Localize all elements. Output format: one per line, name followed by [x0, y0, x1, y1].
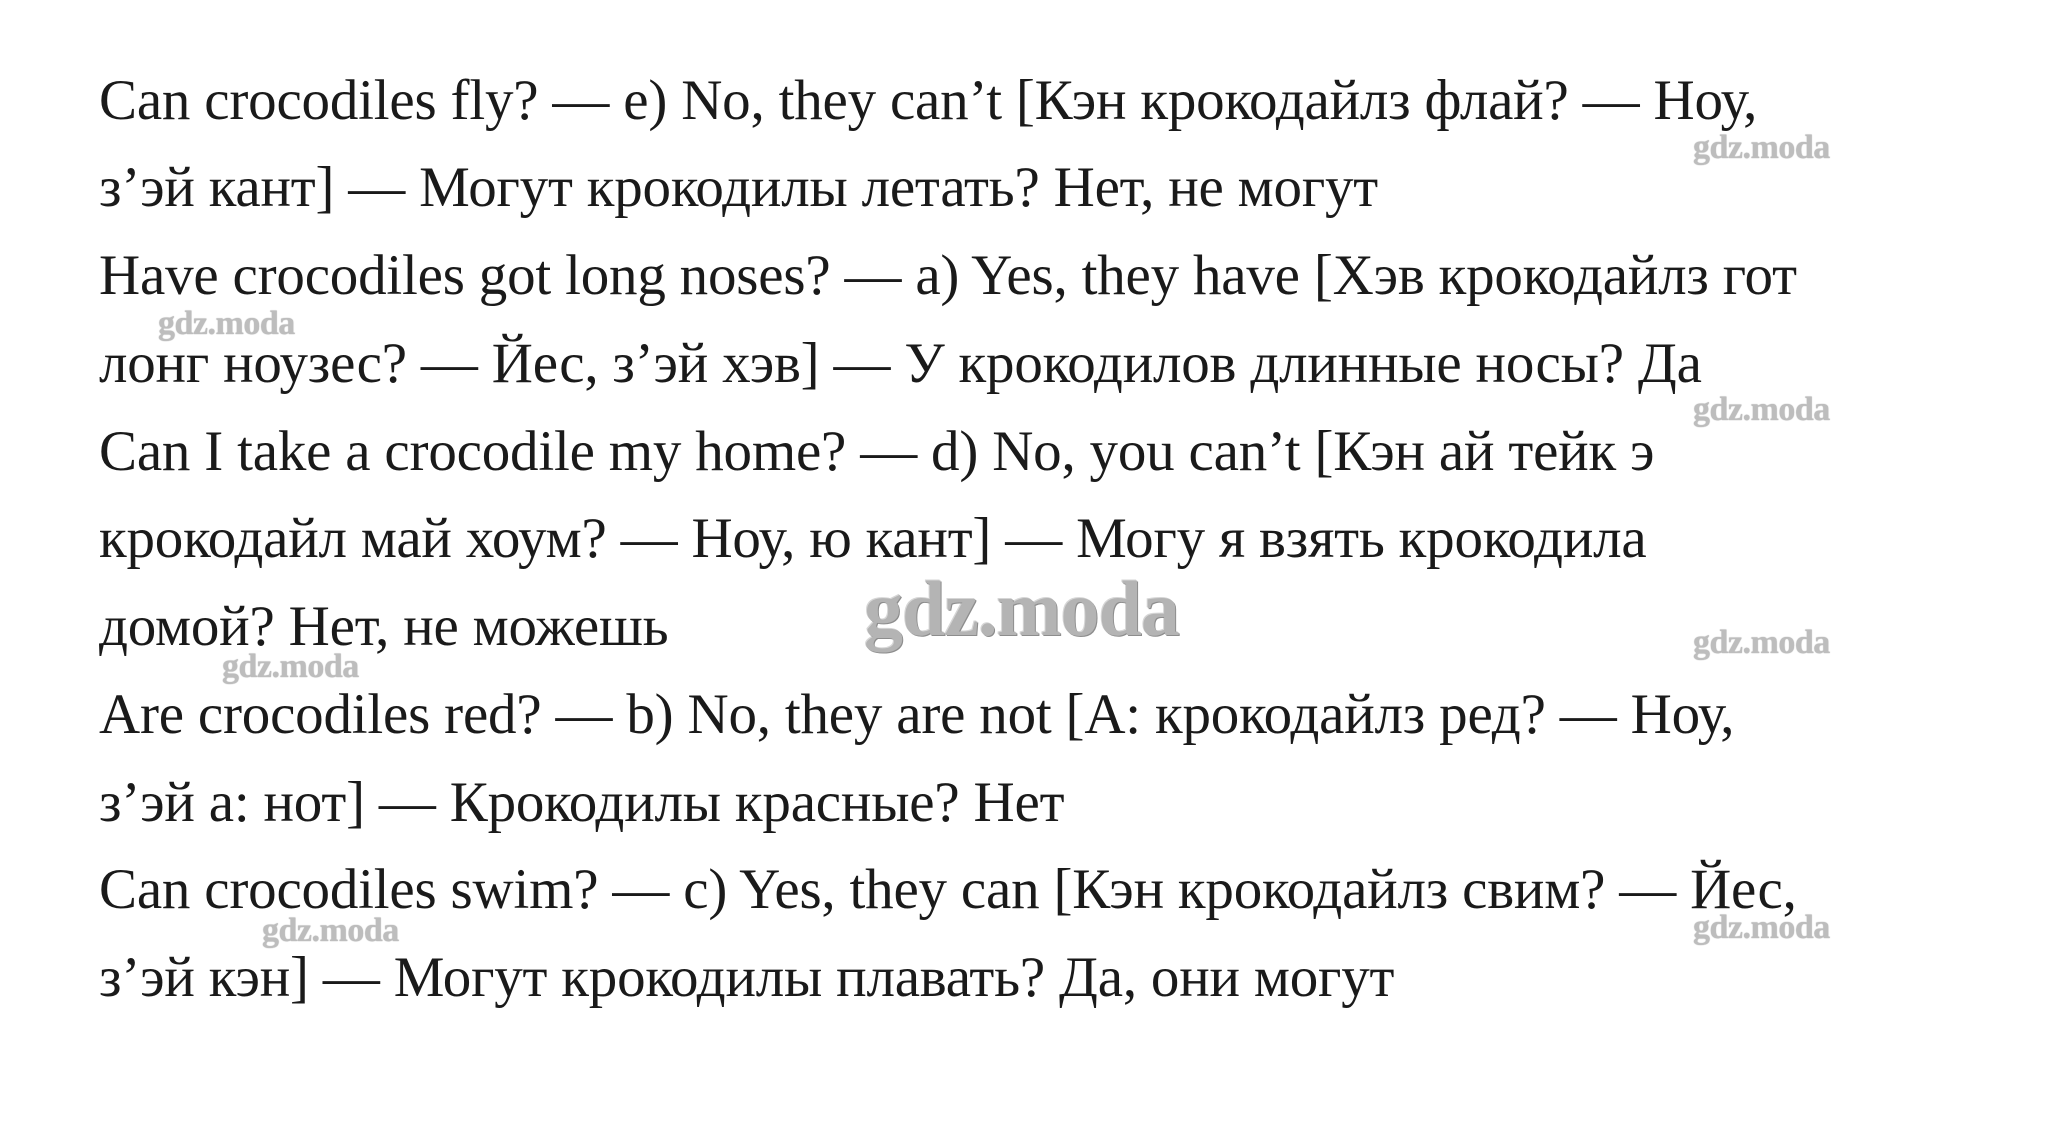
watermark: gdz.moda	[158, 305, 295, 342]
text-line-9: з’эй а: нот] — Крокодилы красные? Нет	[99, 771, 1065, 834]
watermark: gdz.moda	[222, 648, 359, 685]
watermark: gdz.moda	[1693, 129, 1830, 166]
text-line-11: з’эй кэн] — Могут крокодилы плавать? Да, они могут	[99, 946, 1395, 1009]
watermark: gdz.moda	[1693, 624, 1830, 661]
watermark-large: gdz.moda	[864, 565, 1179, 652]
watermark: gdz.moda	[1693, 391, 1830, 428]
text-line-5: Can I take a crocodile my home? — d) No, you can’t [Кэн ай тейк э	[99, 420, 1655, 483]
text-line-6: крокодайл май хоум? — Ноу, ю кант] — Могу я взять крокодила	[99, 507, 1647, 570]
text-line-2: з’эй кант] — Могут крокодилы летать? Нет, не могут	[99, 156, 1379, 219]
text-line-7: домой? Нет, не можешь	[99, 595, 669, 658]
watermark: gdz.moda	[1693, 909, 1830, 946]
watermark: gdz.moda	[262, 912, 399, 949]
text-line-1: Can crocodiles fly? — e) No, they can’t [Кэн крокодайлз флай? — Ноу,	[99, 69, 1758, 132]
text-line-3: Have crocodiles got long noses? — a) Yes, they have [Хэв крокодайлз гот	[99, 244, 1797, 307]
text-line-10: Can crocodiles swim? — c) Yes, they can [Кэн крокодайлз свим? — Йес,	[99, 858, 1797, 921]
text-line-8: Are crocodiles red? — b) No, they are not [А: крокодайлз ред? — Ноу,	[99, 683, 1735, 746]
text-line-4: лонг ноузес? — Йес, з’эй хэв] — У крокодилов длинные носы? Да	[99, 332, 1702, 395]
